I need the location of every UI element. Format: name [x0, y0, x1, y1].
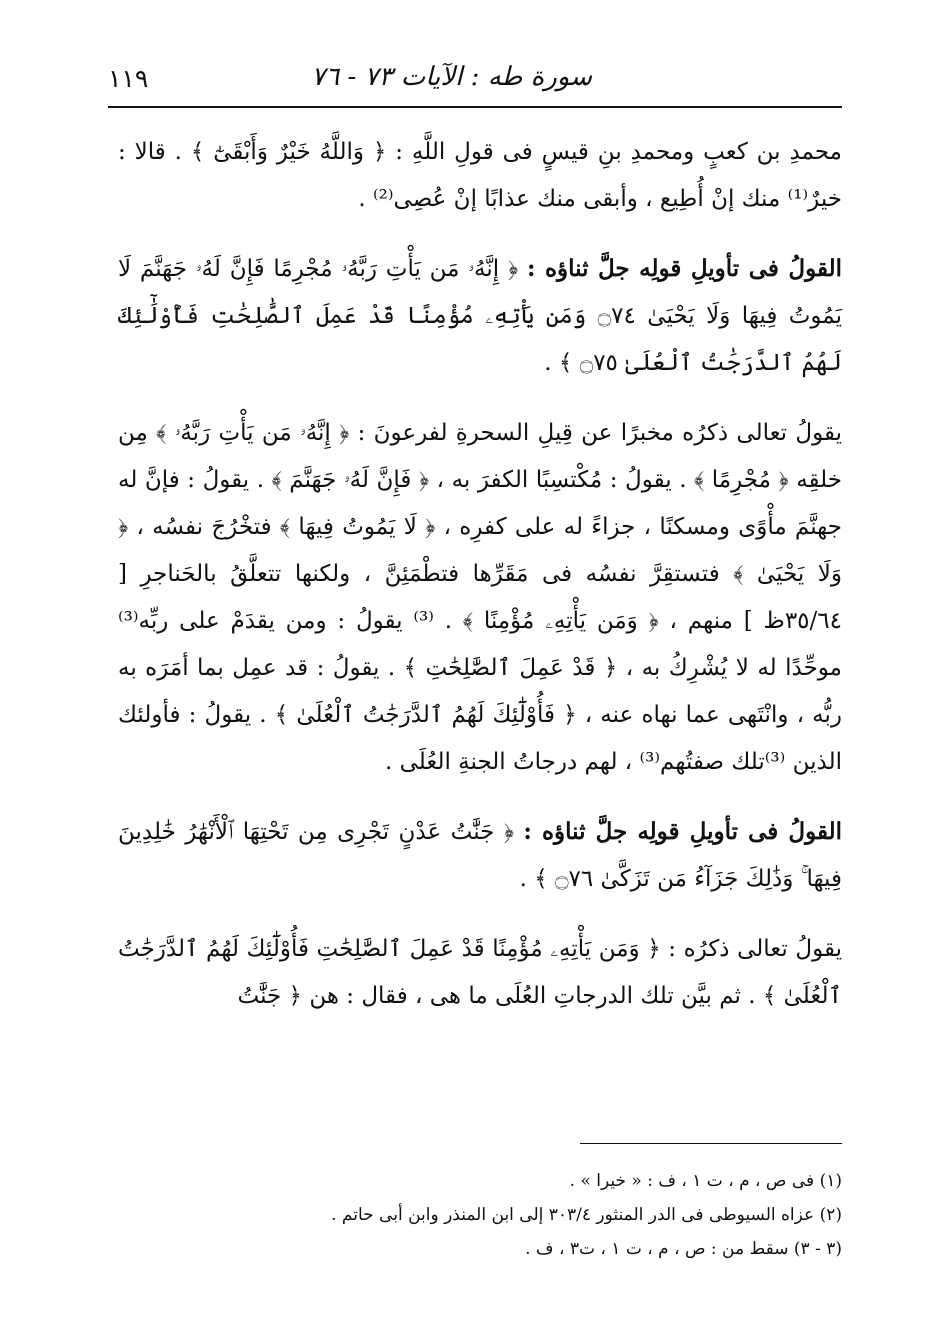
- paragraph-text: محمدِ بن كعبٍ ومحمدِ بنِ قيسٍ فى قولِ اللَّهِ : ﴿ وَاللَّهُ خَيْرٌ وَأَبْقَىٰٓ ﴾ . قالا : خيرٌ⁽¹⁾ منك إنْ أُطِيع ، وأبقى منك عذابًا إنْ عُصِى⁽²⁾ .: [118, 139, 842, 212]
- footnotes: [118, 1164, 842, 1266]
- paragraph-heading: القولُ فى تأويلِ قولِه جلَّ ثناؤه :: [526, 255, 842, 282]
- paragraph-heading: القولُ فى تأويلِ قولِه جلَّ ثناؤه :: [523, 818, 842, 845]
- footnote-1: (١) فى ص ، م ، ت ١ ، ف : « خيرا » .: [569, 1171, 842, 1191]
- paragraph-1: [118, 128, 842, 223]
- paragraph-text: يقولُ تعالى ذكرُه مخبرًا عن قِيلِ السحرةِ لفرعونَ : ﴿ إِنَّهُۥ مَن يَأْتِ رَبَّهُۥ ﴾ مِن خلقِه ﴿ مُجْرِمًا ﴾ . يقولُ : مُكْتسِبًا الكفرَ به ، ﴿ فَإِنَّ لَهُۥ جَهَنَّمَ ﴾ . يقولُ : فإنَّ له جهنَّمَ مأْوًى ومسكنًا ، جزاءً له على كفرِه ، ﴿ لَا يَمُوتُ فِيهَا ﴾ فتخْرُجَ نفسُه ، ﴿ وَلَا يَحْيَىٰ ﴾ فتستقِرَّ نفسُه فى مَقَرِّها فتطْمَئِنَّ ، ولكنها تتعلَّقُ بالحَناجرِ [ ٣٥/٦٤ظ ] منهم ، ﴿ وَمَن يَأْتِهِۦ مُؤْمِنًا ﴾ . ⁽³⁾ يقولُ : ومن يقدَمْ على ربِّه⁽³⁾ موحِّدًا له لا يُشْرِكُ به ، ﴿ قَدْ عَمِلَ ٱلصَّٰلِحَٰتِ ﴾ . يقولُ : قد عمِل بما أمَرَه به ربُّه ، وانْتَهى عما نهاه عنه ، ﴿ فَأُوْلَٰٓئِكَ لَهُمُ ٱلدَّرَجَٰتُ ٱلْعُلَىٰ ﴾ . يقولُ : فأولئك الذين ⁽³⁾تلك صفتُهم⁽³⁾ ، لهم درجاتُ الجنةِ العُلَى .: [118, 420, 842, 775]
- paragraph-text: يقولُ تعالى ذكرُه : ﴿ وَمَن يَأْتِهِۦ مُؤْمِنًا قَدْ عَمِلَ ٱلصَّٰلِحَٰتِ فَأُوْلَٰٓئِكَ لَهُمُ ٱلدَّرَجَٰتُ ٱلْعُلَىٰ ﴾ . ثم بيَّن تلك الدرجاتِ العُلَى ما هى ، فقال : هن ﴿ جَنَّٰتُ: [118, 936, 842, 1009]
- paragraph-2: [118, 245, 842, 387]
- main-text: [118, 128, 842, 1042]
- header-rule: [108, 106, 842, 108]
- paragraph-text: ﴿ إِنَّهُۥ مَن يَأْتِ رَبَّهُۥ مُجْرِمًا فَإِنَّ لَهُۥ جَهَنَّمَ لَا يَمُوتُ فِيهَا وَلَا يَحْيَىٰ ۝٧٤ وَمَن يَأْتِهِۦ مُؤْمِنًا قَدْ عَمِلَ ٱلصَّٰلِحَٰتِ فَأُوْلَٰٓئِكَ لَهُمُ ٱلدَّرَجَٰتُ ٱلْعُلَىٰ ۝٧٥ ﴾ .: [118, 256, 842, 376]
- running-title: سورة طه : الآيات ٧٣ - ٧٦: [311, 62, 592, 92]
- page-number: ١١٩: [108, 64, 149, 93]
- footnote-2: (٢) عزاه السيوطى فى الدر المنثور ٣٠٣/٤ إلى ابن المنذر وابن أبى حاتم .: [331, 1205, 842, 1225]
- footnote-3: (٣ - ٣) سقط من : ص ، م ، ت ١ ، ت٣ ، ف .: [525, 1239, 842, 1259]
- paragraph-4: [118, 808, 842, 903]
- paragraph-text: ﴿ جَنَّٰتُ عَدْنٍ تَجْرِى مِن تَحْتِهَا ٱلْأَنْهَٰرُ خَٰلِدِينَ فِيهَا ۚ وَذَٰلِكَ جَزَآءُ مَن تَزَكَّىٰ ۝٧٦ ﴾ .: [118, 819, 842, 892]
- paragraph-5: [118, 925, 842, 1020]
- paragraph-3: [118, 409, 842, 786]
- page-header: [108, 58, 842, 108]
- footnote-rule: [580, 1143, 842, 1144]
